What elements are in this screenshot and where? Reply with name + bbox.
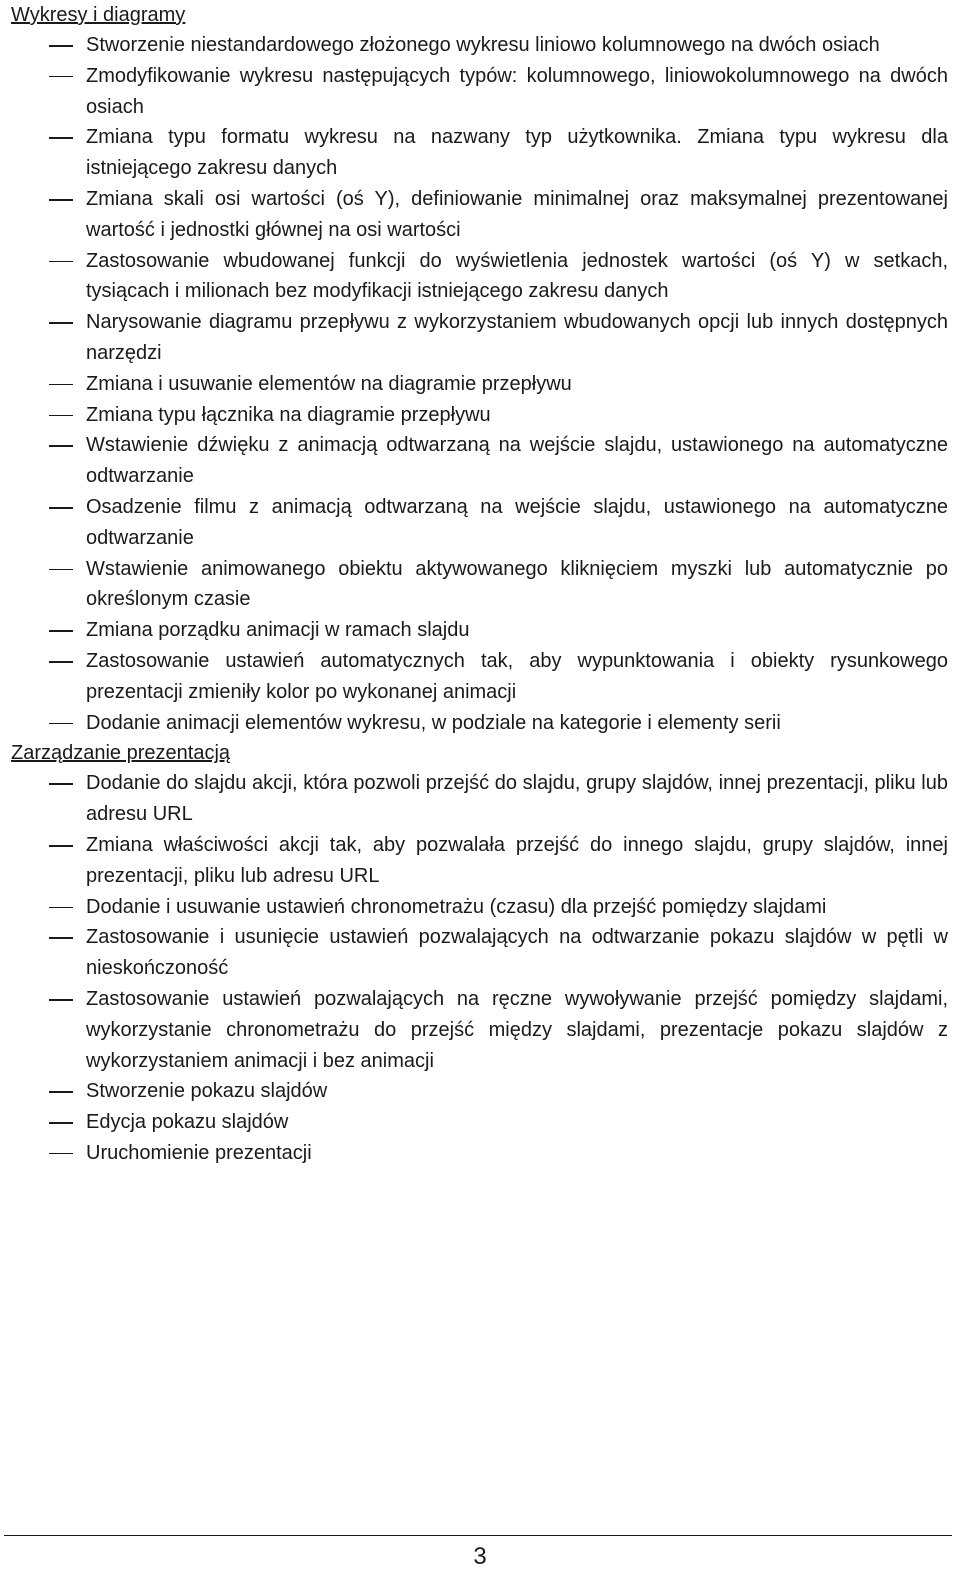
- item-list: [11, 30, 948, 738]
- dash-bullet-icon: [49, 1153, 73, 1155]
- list-item: Zmiana porządku animacji w ramach slajdu: [11, 615, 948, 646]
- dash-bullet-icon: [49, 507, 73, 509]
- dash-bullet-icon: [49, 384, 73, 386]
- dash-bullet-icon: [49, 76, 73, 78]
- list-item: Zastosowanie ustawień pozwalających na ręczne wywoływanie przejść pomiędzy slajdami, wykorzystanie chronometrażu do przejść między slajdami, prezentacje pokazu slajdów z wykorzystaniem animacji i bez animacji: [11, 984, 948, 1076]
- list-item: Zmiana typu formatu wykresu na nazwany typ użytkownika. Zmiana typu wykresu dla istniejącego zakresu danych: [11, 122, 948, 184]
- list-item: Uruchomienie prezentacji: [11, 1138, 948, 1169]
- list-item: Dodanie do slajdu akcji, która pozwoli przejść do slajdu, grupy slajdów, innej prezentacji, pliku lub adresu URL: [11, 768, 948, 830]
- dash-bullet-icon: [49, 661, 73, 663]
- list-item: Zastosowanie ustawień automatycznych tak, aby wypunktowania i obiekty rysunkowego prezentacji zmieniły kolor po wykonanej animacji: [11, 646, 948, 708]
- list-item: Zastosowanie wbudowanej funkcji do wyświetlenia jednostek wartości (oś Y) w setkach, tysiącach i milionach bez modyfikacji istniejącego zakresu danych: [11, 246, 948, 308]
- dash-bullet-icon: [49, 261, 73, 263]
- dash-bullet-icon: [49, 723, 73, 725]
- list-item: Zmiana i usuwanie elementów na diagramie przepływu: [11, 369, 948, 400]
- list-item: Dodanie i usuwanie ustawień chronometrażu (czasu) dla przejść pomiędzy slajdami: [11, 892, 948, 923]
- list-item: Wstawienie animowanego obiektu aktywowanego kliknięciem myszki lub automatycznie po określonym czasie: [11, 554, 948, 616]
- item-list: [11, 768, 948, 1168]
- footer-divider: [4, 1535, 952, 1536]
- dash-bullet-icon: [49, 907, 73, 909]
- dash-bullet-icon: [49, 999, 73, 1001]
- dash-bullet-icon: [49, 845, 73, 847]
- dash-bullet-icon: [49, 569, 73, 571]
- list-item: Zmodyfikowanie wykresu następujących typów: kolumnowego, liniowokolumnowego na dwóch osiach: [11, 61, 948, 123]
- dash-bullet-icon: [49, 1091, 73, 1093]
- list-item: Stworzenie pokazu slajdów: [11, 1076, 948, 1107]
- dash-bullet-icon: [49, 445, 73, 447]
- section-heading: Wykresy i diagramy: [11, 4, 186, 26]
- dash-bullet-icon: [49, 783, 73, 785]
- document-page: [11, 0, 948, 1169]
- dash-bullet-icon: [49, 199, 73, 201]
- list-item: Zmiana właściwości akcji tak, aby pozwalała przejść do innego slajdu, grupy slajdów, innej prezentacji, pliku lub adresu URL: [11, 830, 948, 892]
- section-heading: Zarządzanie prezentacją: [11, 742, 231, 765]
- list-item: Zmiana typu łącznika na diagramie przepływu: [11, 400, 948, 431]
- dash-bullet-icon: [49, 1122, 73, 1124]
- list-item: Edycja pokazu slajdów: [11, 1107, 948, 1138]
- list-item: Zmiana skali osi wartości (oś Y), definiowanie minimalnej oraz maksymalnej prezentowanej wartość i jednostki głównej na osi wartości: [11, 184, 948, 246]
- section-charts: [11, 0, 948, 738]
- dash-bullet-icon: [49, 322, 73, 324]
- dash-bullet-icon: [49, 45, 73, 47]
- list-item: Stworzenie niestandardowego złożonego wykresu liniowo kolumnowego na dwóch osiach: [11, 30, 948, 61]
- section-presentation-management: [11, 738, 948, 1168]
- page-number: 3: [473, 1543, 487, 1570]
- dash-bullet-icon: [49, 630, 73, 632]
- list-item: Osadzenie filmu z animacją odtwarzaną na wejście slajdu, ustawionego na automatyczne odtwarzanie: [11, 492, 948, 554]
- list-item: Narysowanie diagramu przepływu z wykorzystaniem wbudowanych opcji lub innych dostępnych narzędzi: [11, 307, 948, 369]
- list-item: Dodanie animacji elementów wykresu, w podziale na kategorie i elementy serii: [11, 708, 948, 739]
- dash-bullet-icon: [49, 137, 73, 139]
- list-item: Zastosowanie i usunięcie ustawień pozwalających na odtwarzanie pokazu slajdów w pętli w nieskończoność: [11, 922, 948, 984]
- dash-bullet-icon: [49, 937, 73, 939]
- dash-bullet-icon: [49, 415, 73, 417]
- list-item: Wstawienie dźwięku z animacją odtwarzaną na wejście slajdu, ustawionego na automatyczne odtwarzanie: [11, 430, 948, 492]
